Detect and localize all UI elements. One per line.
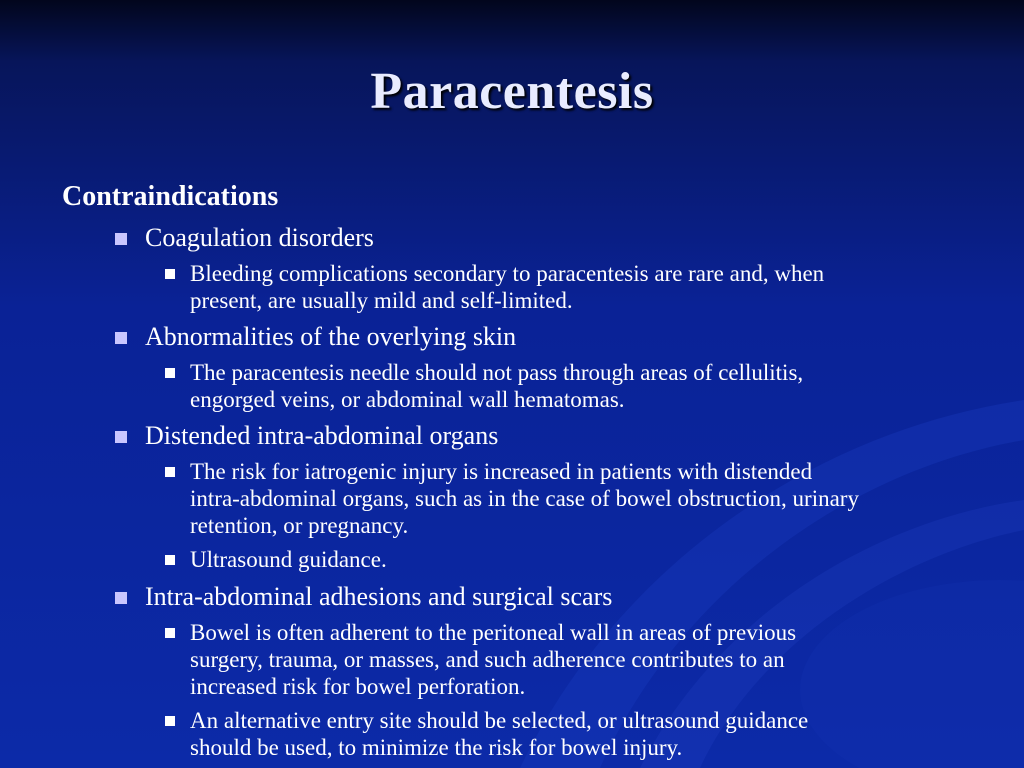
- bullet-label: Intra-abdominal adhesions and surgical scars: [145, 582, 613, 611]
- sub-bullet-line: increased risk for bowel perforation.: [190, 674, 526, 699]
- bullet-label: Distended intra-abdominal organs: [145, 421, 499, 450]
- square-bullet-icon: [115, 332, 127, 344]
- square-bullet-icon: [115, 431, 127, 443]
- square-bullet-icon: [115, 592, 127, 604]
- sub-bullet-line: An alternative entry site should be selected, or ultrasound guidance: [190, 708, 809, 733]
- sub-bullet-line: Ultrasound guidance.: [190, 547, 387, 572]
- sub-bullet-item: [190, 707, 1010, 761]
- sub-bullet-item: [190, 619, 1010, 700]
- square-bullet-icon: [115, 233, 127, 245]
- sub-bullet-line: The paracentesis needle should not pass through areas of cellulitis,: [190, 360, 804, 385]
- bullet-item: [145, 322, 516, 352]
- square-bullet-icon: [165, 716, 175, 726]
- slide-title: Paracentesis: [370, 63, 654, 120]
- sub-bullet-line: Bleeding complications secondary to paracentesis are rare and, when: [190, 261, 825, 286]
- sub-bullet-line: surgery, trauma, or masses, and such adherence contributes to an: [190, 647, 785, 672]
- sub-bullet-line: intra-abdominal organs, such as in the case of bowel obstruction, urinary: [190, 486, 859, 511]
- section-heading: Contraindications: [62, 181, 279, 212]
- sub-bullet-line: retention, or pregnancy.: [190, 513, 409, 538]
- sub-bullet-item: [190, 260, 1010, 314]
- square-bullet-icon: [165, 628, 175, 638]
- sub-bullet-line: present, are usually mild and self-limited.: [190, 288, 573, 313]
- square-bullet-icon: [165, 269, 175, 279]
- bullet-item: [145, 223, 374, 253]
- bullet-item: [145, 582, 612, 612]
- sub-bullet-line: engorged veins, or abdominal wall hematomas.: [190, 387, 625, 412]
- square-bullet-icon: [165, 368, 175, 378]
- square-bullet-icon: [165, 467, 175, 477]
- bullet-label: Coagulation disorders: [145, 223, 374, 252]
- sub-bullet-item: [190, 359, 1010, 413]
- sub-bullet-line: Bowel is often adherent to the peritoneal wall in areas of previous: [190, 620, 797, 645]
- sub-bullet-line: should be used, to minimize the risk for bowel injury.: [190, 735, 683, 760]
- sub-bullet-item: [190, 458, 1010, 539]
- square-bullet-icon: [165, 555, 175, 565]
- sub-bullet-item: [190, 546, 1010, 573]
- sub-bullet-line: The risk for iatrogenic injury is increased in patients with distended: [190, 459, 813, 484]
- bullet-label: Abnormalities of the overlying skin: [145, 322, 517, 351]
- bullet-item: [145, 421, 498, 451]
